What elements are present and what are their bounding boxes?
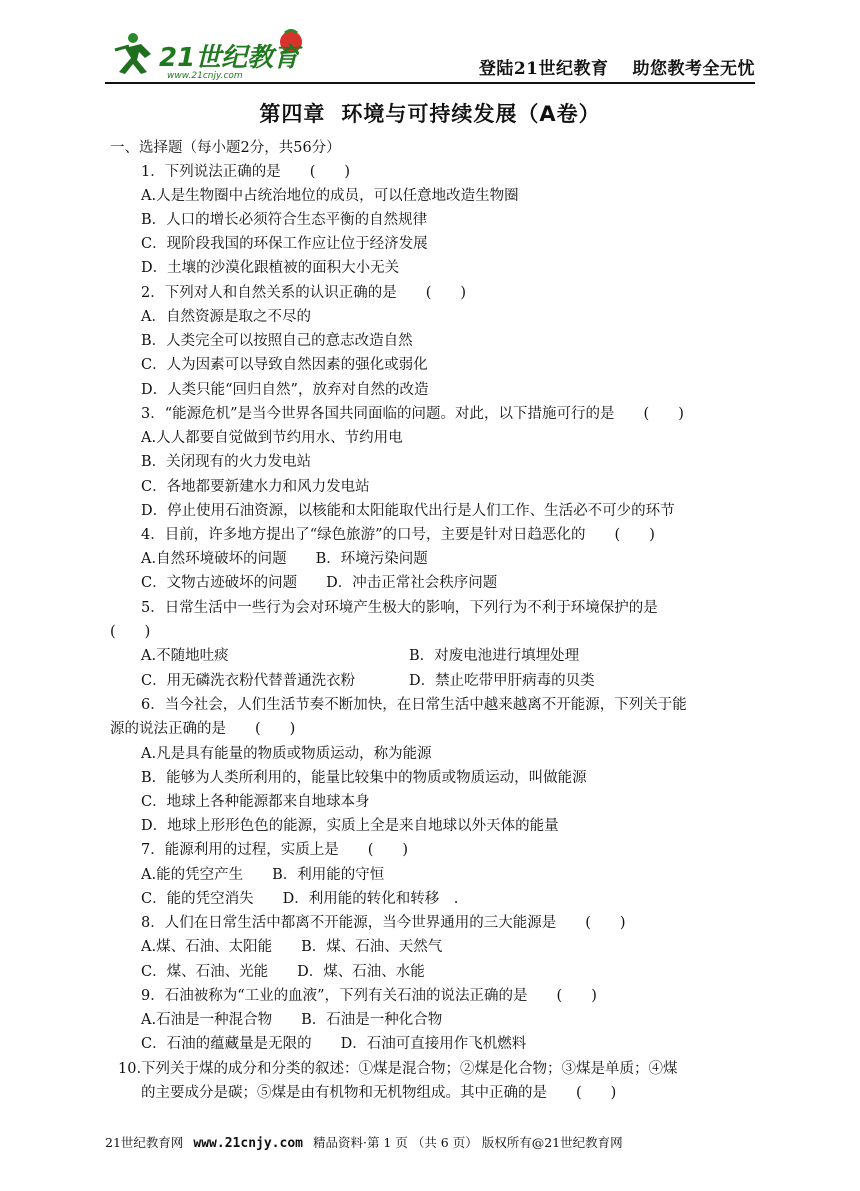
q2-option-b: B．人类完全可以按照自己的意志改造自然 — [141, 333, 413, 349]
q7-stem: 7．能源利用的过程，实质上是 ( ) — [141, 842, 409, 858]
q2-option-d: D．人类只能“回归自然”，放弃对自然的改造 — [141, 382, 429, 398]
q5-option-a: A.不随地吐痰 — [141, 648, 229, 664]
q6-stem-cont: 源的说法正确的是 ( ) — [110, 721, 296, 737]
q9-stem: 9．石油被称为“工业的血液”，下列有关石油的说法正确的是 ( ) — [141, 988, 597, 1004]
slogan-right: 助您教考全无忧 — [632, 59, 755, 79]
section-heading: 一、选择题（每小题2分，共56分） — [110, 140, 341, 156]
q1-stem: 1．下列说法正确的是 ( ) — [141, 164, 351, 180]
q2-stem: 2．下列对人和自然关系的认识正确的是 ( ) — [141, 285, 467, 301]
q10-stem: 10.下列关于煤的成分和分类的叙述：①煤是混合物；②煤是化合物；③煤是单质；④煤 — [118, 1061, 678, 1077]
slogan-left: 登陆21世纪教育 — [478, 59, 609, 79]
q7-options-ab: A.能的凭空产生 B．利用能的守恒 — [141, 867, 385, 883]
q2-option-c: C．人为因素可以导致自然因素的强化或弱化 — [141, 357, 428, 373]
page-title — [0, 98, 860, 128]
page-header — [105, 28, 755, 84]
header-slogan — [455, 54, 755, 79]
q1-option-a: A.人是生物圈中占统治地位的成员，可以任意地改造生物圈 — [141, 188, 519, 204]
q3-option-d: D．停止使用石油资源，以核能和太阳能取代出行是人们工作、生活必不可少的环节 — [141, 503, 675, 519]
q1-option-d: D．土壤的沙漠化跟植被的面积大小无关 — [141, 260, 400, 276]
q1-option-b: B．人口的增长必须符合生态平衡的自然规律 — [141, 212, 428, 228]
q5-stem: 5．日常生活中一些行为会对环境产生极大的影响，下列行为不利于环境保护的是 — [141, 600, 658, 616]
header-rule — [105, 82, 755, 84]
q8-options-cd: C．煤、石油、光能 D．煤、石油、水能 — [141, 964, 425, 980]
logo-url: www.21cnjy.com — [167, 71, 243, 80]
chapter-name: 环境与可持续发展（A卷） — [341, 102, 601, 126]
page-footer — [105, 1133, 755, 1151]
q9-options-cd: C．石油的蕴藏量是无限的 D．石油可直接用作飞机燃料 — [141, 1036, 527, 1052]
q9-options-ab: A.石油是一种混合物 B．石油是一种化合物 — [141, 1012, 443, 1028]
q3-option-b: B．关闭现有的火力发电站 — [141, 454, 312, 470]
q5-stem-cont: ( ) — [110, 624, 151, 640]
q3-option-a: A.人人都要自觉做到节约用水、节约用电 — [141, 430, 403, 446]
chapter-number: 第四章 — [259, 102, 326, 126]
footer-info: 精品资料·第 1 页 （共 6 页） 版权所有@21世纪教育网 — [312, 1135, 623, 1150]
q6-option-c: C．地球上各种能源都来自地球本身 — [141, 794, 370, 810]
q3-option-c: C．各地都要新建水力和风力发电站 — [141, 479, 370, 495]
q2-option-a: A．自然资源是取之不尽的 — [141, 309, 311, 325]
q6-option-b: B．能够为人类所利用的，能量比较集中的物质或物质运动，叫做能源 — [141, 770, 587, 786]
footer-url[interactable]: www.21cnjy.com — [193, 1136, 303, 1151]
q8-options-ab: A.煤、石油、太阳能 B．煤、石油、天然气 — [141, 939, 443, 955]
q8-stem: 8．人们在日常生活中都离不开能源，当今世界通用的三大能源是 ( ) — [141, 915, 626, 931]
q3-stem: 3．“能源危机”是当今世界各国共同面临的问题。对此，以下措施可行的是 ( ) — [141, 406, 684, 422]
q5-option-d: D．禁止吃带甲肝病毒的贝类 — [409, 673, 595, 689]
q5-option-c: C．用无磷洗衣粉代替普通洗衣粉 — [141, 673, 356, 689]
q6-option-a: A.凡是具有能量的物质或物质运动，称为能源 — [141, 746, 432, 762]
q6-stem: 6．当今社会，人们生活节奏不断加快，在日常生活中越来越离不开能源，下列关于能 — [141, 697, 687, 713]
q5-option-b: B．对废电池进行填埋处理 — [409, 648, 580, 664]
q6-option-d: D．地球上形形色色的能源，实质上全是来自地球以外天体的能量 — [141, 818, 559, 834]
q4-stem: 4．目前，许多地方提出了“绿色旅游”的口号，主要是针对日趋恶化的 ( ) — [141, 527, 655, 543]
21cnjy-logo — [111, 28, 311, 80]
q4-options-cd: C．文物古迹破坏的问题 D．冲击正常社会秩序问题 — [141, 575, 498, 591]
footer-site: 21世纪教育网 — [105, 1135, 184, 1150]
q10-stem-cont: 的主要成分是碳；⑤煤是由有机物和无机物组成。其中正确的是 ( ) — [141, 1085, 617, 1101]
q4-options-ab: A.自然环境破坏的问题 B．环境污染问题 — [141, 551, 428, 567]
q1-option-c: C．现阶段我国的环保工作应让位于经济发展 — [141, 236, 428, 252]
q7-options-cd: C．能的凭空消失 D．利用能的转化和转移 . — [141, 891, 459, 907]
logo-text: 21世纪教育 — [159, 43, 300, 73]
